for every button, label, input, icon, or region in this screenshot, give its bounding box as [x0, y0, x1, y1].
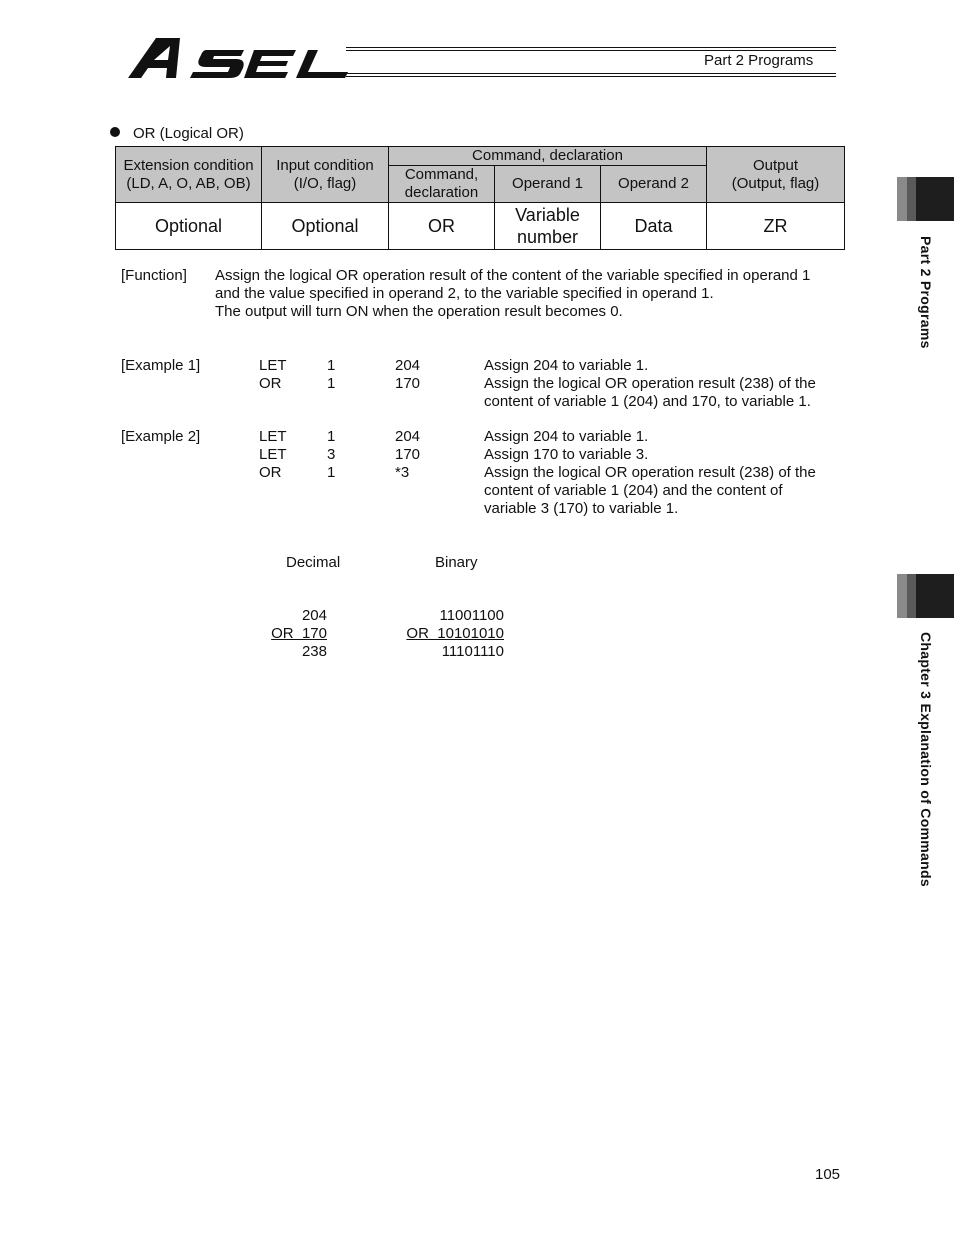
- value-operand-2: Data: [601, 203, 707, 250]
- example-op2: 170: [395, 375, 421, 392]
- example-desc: content of variable 1 (204) and 170, to variable 1.: [484, 393, 811, 410]
- header-command-group: Command, declaration: [389, 147, 707, 166]
- header-rule-bottom-2: [346, 76, 836, 77]
- example-desc: Assign 204 to variable 1.: [484, 357, 649, 374]
- example-op1: 3: [327, 446, 336, 463]
- example-op1: 1: [327, 375, 336, 392]
- value-operand-1: Variable number: [495, 203, 601, 250]
- decimal-value: 204: [301, 607, 327, 624]
- side-tab-part-label: Part 2 Programs: [918, 236, 934, 349]
- example-cmd: OR: [259, 464, 282, 481]
- value-output: ZR: [707, 203, 845, 250]
- example-op1: 1: [327, 428, 336, 445]
- function-line: The output will turn ON when the operation result becomes 0.: [215, 303, 623, 320]
- decimal-result: 238: [301, 643, 327, 660]
- header-operand-2: Operand 2: [601, 166, 707, 203]
- section-title: OR (Logical OR): [133, 125, 244, 142]
- example-op2: 170: [395, 446, 421, 463]
- part-label: Part 2 Programs: [704, 52, 814, 69]
- binary-header: Binary: [435, 554, 478, 571]
- example-cmd: LET: [259, 446, 287, 463]
- binary-value: OR 10101010: [406, 625, 504, 642]
- side-tab-chapter-label: Chapter 3 Explanation of Commands: [918, 632, 934, 887]
- header-rule-top: [346, 47, 836, 48]
- example-1-label: [Example 1]: [121, 357, 201, 374]
- function-label: [Function]: [121, 267, 187, 284]
- example-op1: 1: [327, 464, 336, 481]
- example-desc: content of variable 1 (204) and the content of: [484, 482, 783, 499]
- binary-value: 11001100: [439, 607, 504, 624]
- command-table: [115, 146, 845, 250]
- header-rule-top-2: [346, 50, 836, 51]
- side-tab-part: [897, 177, 954, 221]
- example-cmd: OR: [259, 375, 282, 392]
- bullet-icon: [110, 127, 120, 137]
- header-command-declaration: Command, declaration: [389, 166, 495, 203]
- example-op2: *3: [395, 464, 410, 481]
- example-op1: 1: [327, 357, 336, 374]
- page-number: 105: [815, 1166, 841, 1183]
- header-rule-bottom: [346, 73, 836, 74]
- decimal-header: Decimal: [286, 554, 341, 571]
- function-line: Assign the logical OR operation result of the content of the variable specified in operand 1: [215, 267, 811, 284]
- example-desc: variable 3 (170) to variable 1.: [484, 500, 679, 517]
- example-op2: 204: [395, 428, 421, 445]
- value-command: OR: [389, 203, 495, 250]
- header-input-condition: Input condition (I/O, flag): [262, 147, 389, 203]
- example-2-label: [Example 2]: [121, 428, 201, 445]
- header-operand-1: Operand 1: [495, 166, 601, 203]
- example-op2: 204: [395, 357, 421, 374]
- decimal-value: OR 170: [271, 625, 327, 642]
- example-desc: Assign 170 to variable 3.: [484, 446, 649, 463]
- side-tab-chapter: [897, 574, 954, 618]
- example-desc: Assign 204 to variable 1.: [484, 428, 649, 445]
- binary-result: 11101110: [441, 643, 504, 660]
- value-input-condition: Optional: [262, 203, 389, 250]
- header-output: Output (Output, flag): [707, 147, 845, 203]
- example-desc: Assign the logical OR operation result (238) of the: [484, 464, 816, 481]
- example-desc: Assign the logical OR operation result (238) of the: [484, 375, 816, 392]
- asel-logo: [126, 34, 356, 82]
- header-extension-condition: Extension condition (LD, A, O, AB, OB): [116, 147, 262, 203]
- example-cmd: LET: [259, 428, 287, 445]
- function-line: and the value specified in operand 2, to the variable specified in operand 1.: [215, 285, 714, 302]
- example-cmd: LET: [259, 357, 287, 374]
- value-extension-condition: Optional: [116, 203, 262, 250]
